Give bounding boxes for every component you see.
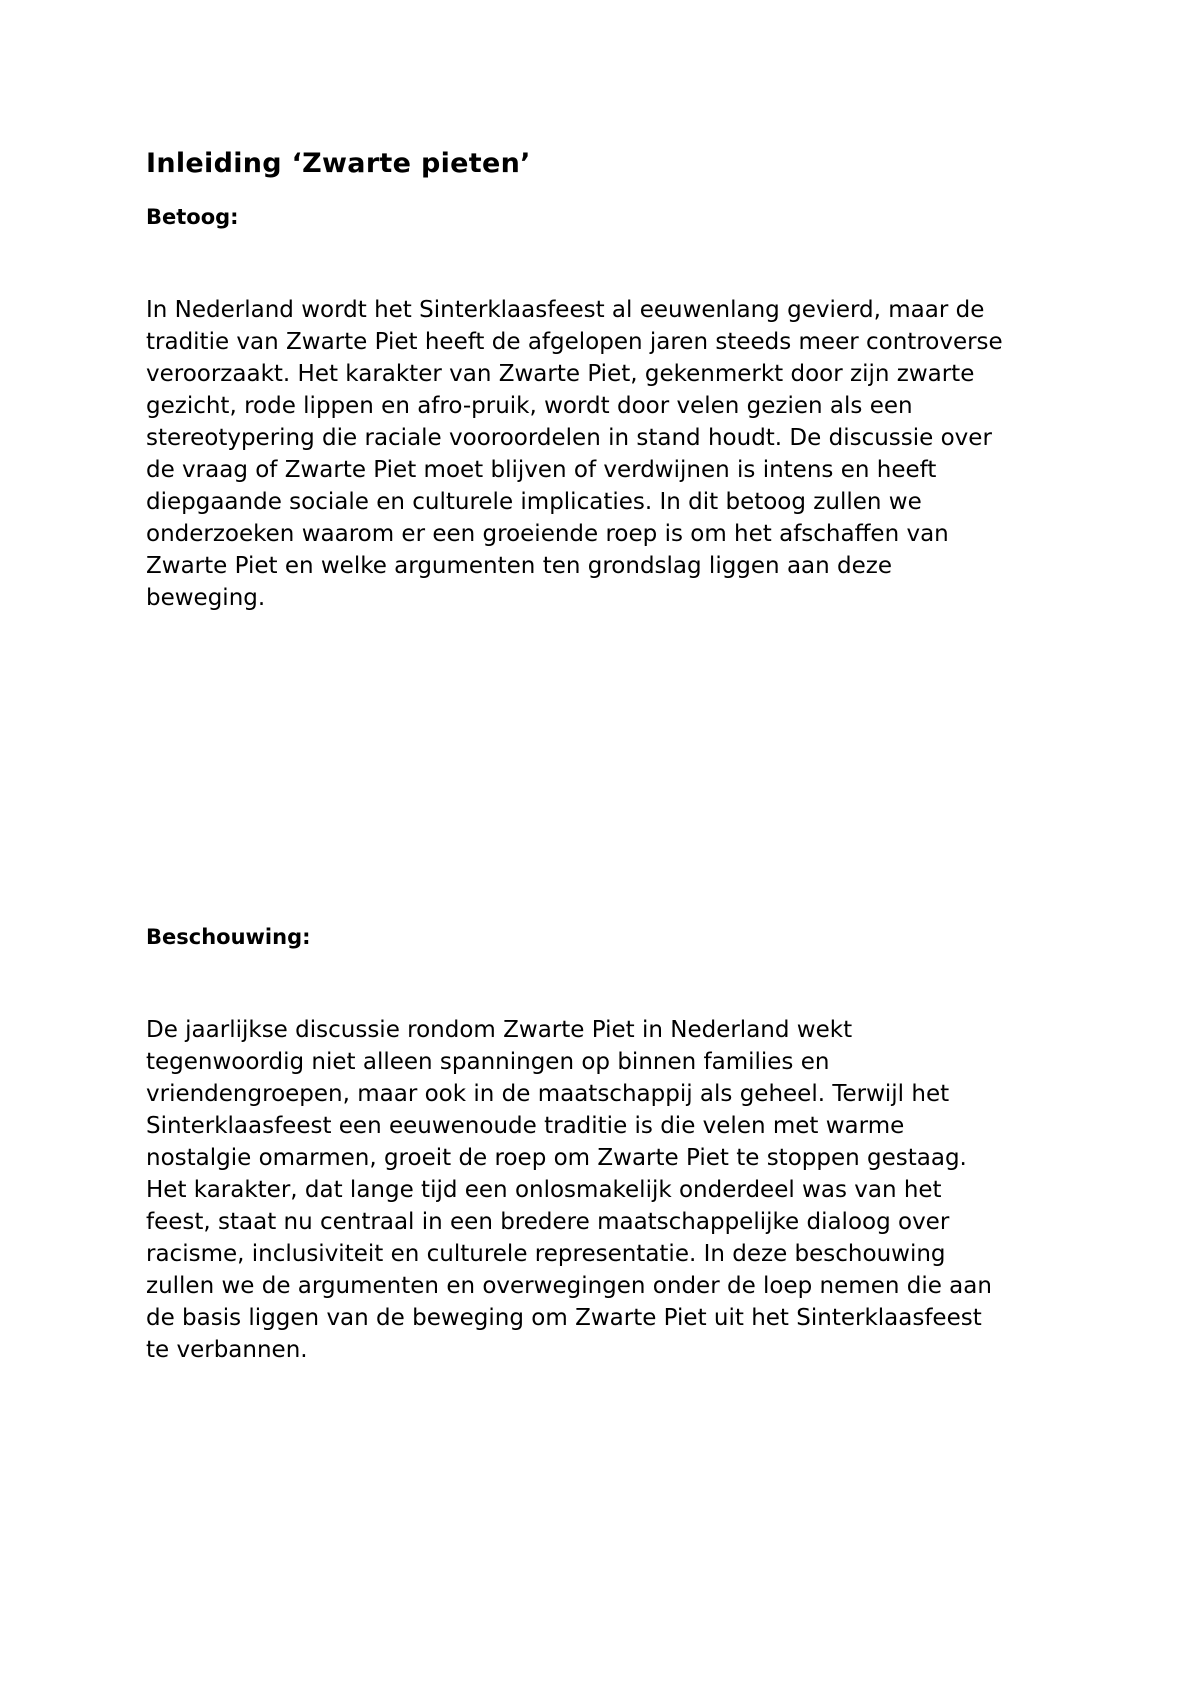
document-title: Inleiding ‘Zwarte pieten’ [146, 148, 531, 179]
text-line: te verbannen. [146, 1337, 308, 1363]
text-line: In Nederland wordt het Sinterklaasfeest al eeuwenlang gevierd, maar de [146, 297, 985, 323]
text-line: beweging. [146, 585, 266, 611]
text-line: stereotypering die raciale vooroordelen in stand houdt. De discussie over [146, 425, 992, 451]
text-line: gezicht, rode lippen en afro-pruik, wordt door velen gezien als een [146, 393, 913, 419]
text-line: tegenwoordig niet alleen spanningen op binnen families en [146, 1049, 830, 1075]
paragraph-betoog [146, 294, 1076, 614]
text-line: nostalgie omarmen, groeit de roep om Zwarte Piet te stoppen gestaag. [146, 1145, 967, 1171]
text-line: zullen we de argumenten en overwegingen onder de loep nemen die aan [146, 1273, 992, 1299]
text-line: Zwarte Piet en welke argumenten ten grondslag liggen aan deze [146, 553, 892, 579]
section-heading-beschouwing: Beschouwing: [146, 925, 311, 949]
text-line: vriendengroepen, maar ook in de maatschappij als geheel. Terwijl het [146, 1081, 950, 1107]
text-line: Het karakter, dat lange tijd een onlosmakelijk onderdeel was van het [146, 1177, 942, 1203]
text-line: veroorzaakt. Het karakter van Zwarte Piet, gekenmerkt door zijn zwarte [146, 361, 975, 387]
text-line: De jaarlijkse discussie rondom Zwarte Piet in Nederland wekt [146, 1017, 853, 1043]
section-heading-betoog: Betoog: [146, 205, 239, 229]
text-line: de basis liggen van de beweging om Zwarte Piet uit het Sinterklaasfeest [146, 1305, 982, 1331]
text-line: Sinterklaasfeest een eeuwenoude traditie is die velen met warme [146, 1113, 905, 1139]
text-line: diepgaande sociale en culturele implicaties. In dit betoog zullen we [146, 489, 922, 515]
text-line: de vraag of Zwarte Piet moet blijven of verdwijnen is intens en heeft [146, 457, 937, 483]
text-line: onderzoeken waarom er een groeiende roep is om het afschaffen van [146, 521, 949, 547]
text-line: feest, staat nu centraal in een bredere maatschappelijke dialoog over [146, 1209, 950, 1235]
text-line: racisme, inclusiviteit en culturele representatie. In deze beschouwing [146, 1241, 946, 1267]
paragraph-beschouwing [146, 1014, 1076, 1366]
text-line: traditie van Zwarte Piet heeft de afgelopen jaren steeds meer controverse [146, 329, 1003, 355]
